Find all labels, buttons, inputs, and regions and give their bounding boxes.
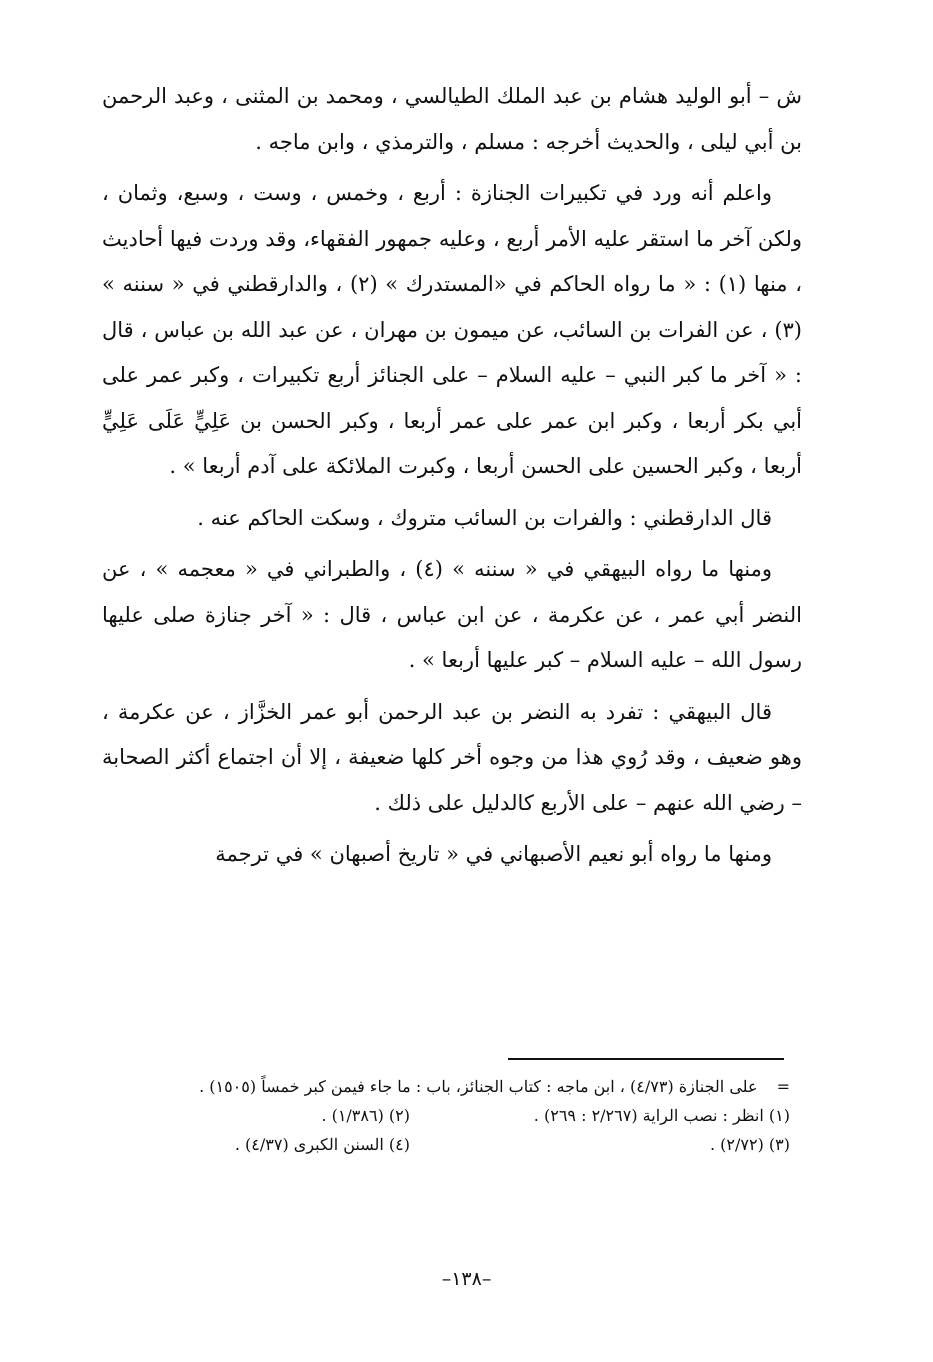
paragraph-bayhaqi-narration: ومنها ما رواه البيهقي في « سننه » (٤) ، والطبراني في « معجمه » ، عن النضر أبي عمر ، عن عكرمة ، عن ابن عباس ، قال : « آخر جنازة صلى عليها رسول الله – عليه السلام – كبر عليها أربعا » .	[102, 557, 802, 672]
footnote-3: (٣) (٢/٧٢) .	[709, 1135, 790, 1154]
footnotes	[100, 1072, 790, 1159]
continuation-marker: =	[776, 1077, 790, 1096]
footnote-2: (٢) (١/٣٨٦) .	[321, 1106, 410, 1125]
footnote-row	[100, 1130, 790, 1159]
paragraph-abu-nuaim: ومنها ما رواه أبو نعيم الأصبهاني في « تاريخ أصبهان » في ترجمة	[215, 842, 772, 866]
paragraph-commentary: ش – أبو الوليد هشام بن عبد الملك الطيالسي ، ومحمد بن المثنى ، وعبد الرحمن بن أبي ليلى ، والحديث أخرجه : مسلم ، والترمذي ، وابن ماجه .	[102, 84, 802, 154]
footnote-separator	[508, 1058, 784, 1060]
main-text	[102, 74, 802, 884]
footnote-continuation	[100, 1072, 790, 1101]
paragraph-bayhaqi-comment: قال البيهقي : تفرد به النضر بن عبد الرحمن أبو عمر الخزَّاز ، عن عكرمة ، وهو ضعيف ، وقد رُوي هذا من وجوه أخر كلها ضعيفة ، إلا أن اجتماع أكثر الصحابة – رضي الله عنهم – على الأربع كالدليل على ذلك .	[102, 699, 802, 815]
footnote-4: (٤) السنن الكبرى (٤/٣٧) .	[234, 1135, 410, 1154]
paragraph-daraqutni: قال الدارقطني : والفرات بن السائب متروك ، وسكت الحاكم عنه .	[197, 505, 772, 530]
page-number: –١٣٨–	[441, 1268, 492, 1290]
paragraph-takbirat: واعلم أنه ورد في تكبيرات الجنازة : أربع ، وخمس ، وست ، وسبع، وثمان ، ولكن آخر ما استقر عليه الأمر أربع ، وعليه جمهور الفقهاء، وقد وردت فيها أحاديث ، منها (١) : « ما رواه الحاكم في «المستدرك » (٢) ، والدارقطني في « سننه » (٣) ، عن الفرات بن السائب، عن ميمون بن مهران ، عن عبد الله بن عباس ، قال : « آخر ما كبر النبي – عليه السلام – على الجنائز أربع تكبيرات ، وكبر عمر على أبي بكر أربعا ، وكبر ابن عمر على عمر أربعا ، وكبر الحسن بن عَلِيٍّ عَلَى عَلِيٍّ أربعا ، وكبر الحسين على الحسن أربعا ، وكبرت الملائكة على آدم أربعا » .	[102, 181, 802, 478]
footnote-row	[100, 1101, 790, 1130]
footnote-1: (١) انظر : نصب الراية (٢/٢٦٧ : ٢٦٩) .	[533, 1106, 790, 1125]
continuation-text: على الجنازة (٤/٧٣) ، ابن ماجه : كتاب الجنائز، باب : ما جاء فيمن كبر خمساً (١٥٠٥) .	[199, 1077, 758, 1096]
